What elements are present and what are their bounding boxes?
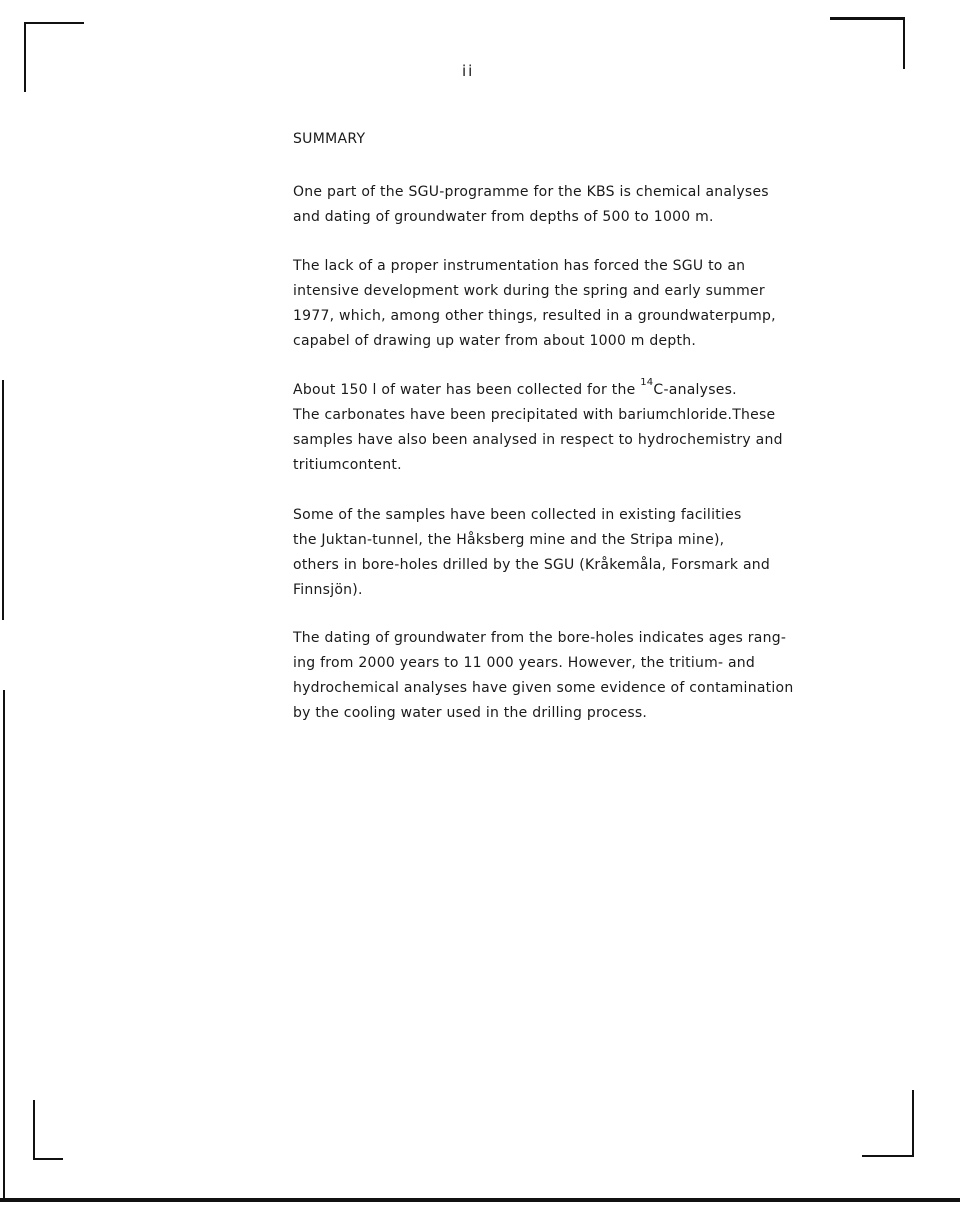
text-line: 1977, which, among other things, resulted in a groundwaterpump,: [293, 308, 776, 324]
paragraph-dating: [293, 626, 853, 726]
text-line: intensive development work during the spring and early summer: [293, 283, 765, 299]
text-line: tritiumcontent.: [293, 457, 402, 473]
text-line: Some of the samples have been collected in existing facilities: [293, 507, 742, 523]
text-line: and dating of groundwater from depths of 500 to 1000 m.: [293, 209, 714, 225]
paragraph-instrumentation: [293, 254, 853, 354]
text-line: capabel of drawing up water from about 1000 m depth.: [293, 333, 697, 349]
scan-frame-top-right: [830, 17, 905, 20]
text-line: the Juktan-tunnel, the Håksberg mine and the Stripa mine),: [293, 532, 725, 548]
scan-frame-top-left: [24, 22, 84, 24]
page-heading: SUMMARY: [293, 131, 366, 147]
page-number: ii: [462, 62, 475, 80]
text-line: The lack of a proper instrumentation has forced the SGU to an: [293, 258, 746, 274]
scan-frame-left-lower: [3, 690, 5, 1200]
text-line-with-isotope: [293, 378, 853, 403]
text-line: by the cooling water used in the drilling process.: [293, 705, 648, 721]
scan-frame-bottom-right-vert: [912, 1090, 914, 1155]
text-line: The carbonates have been precipitated with bariumchloride.These: [293, 407, 776, 423]
text-line: ing from 2000 years to 11 000 years. However, the tritium- and: [293, 655, 756, 671]
text-line: hydrochemical analyses have given some evidence of contamination: [293, 680, 794, 696]
text-line: The dating of groundwater from the bore-holes indicates ages rang-: [293, 630, 787, 646]
text-line: Finnsjön).: [293, 582, 363, 598]
text-line: samples have also been analysed in respect to hydrochemistry and: [293, 432, 783, 448]
isotope-superscript: 14: [640, 377, 654, 389]
paragraph-intro: [293, 180, 853, 230]
scan-frame-left-edge: [2, 380, 4, 620]
scan-frame-left-top: [24, 22, 26, 92]
scan-frame-bottom-right-horiz: [862, 1155, 914, 1157]
scan-frame-bottom-left-horiz: [33, 1158, 63, 1160]
text-segment: About 150 l of water has been collected for the: [293, 382, 641, 398]
text-line: others in bore-holes drilled by the SGU (Kråkemåla, Forsmark and: [293, 557, 771, 573]
paragraph-facilities: [293, 503, 853, 603]
paragraph-sampling: [293, 378, 853, 478]
text-line: One part of the SGU-programme for the KBS is chemical analyses: [293, 184, 769, 200]
scan-frame-right-top: [903, 17, 905, 69]
text-segment: C-analyses.: [653, 382, 737, 398]
scan-frame-bottom-left-vert: [33, 1100, 35, 1158]
scan-frame-bottom-edge: [0, 1198, 960, 1202]
